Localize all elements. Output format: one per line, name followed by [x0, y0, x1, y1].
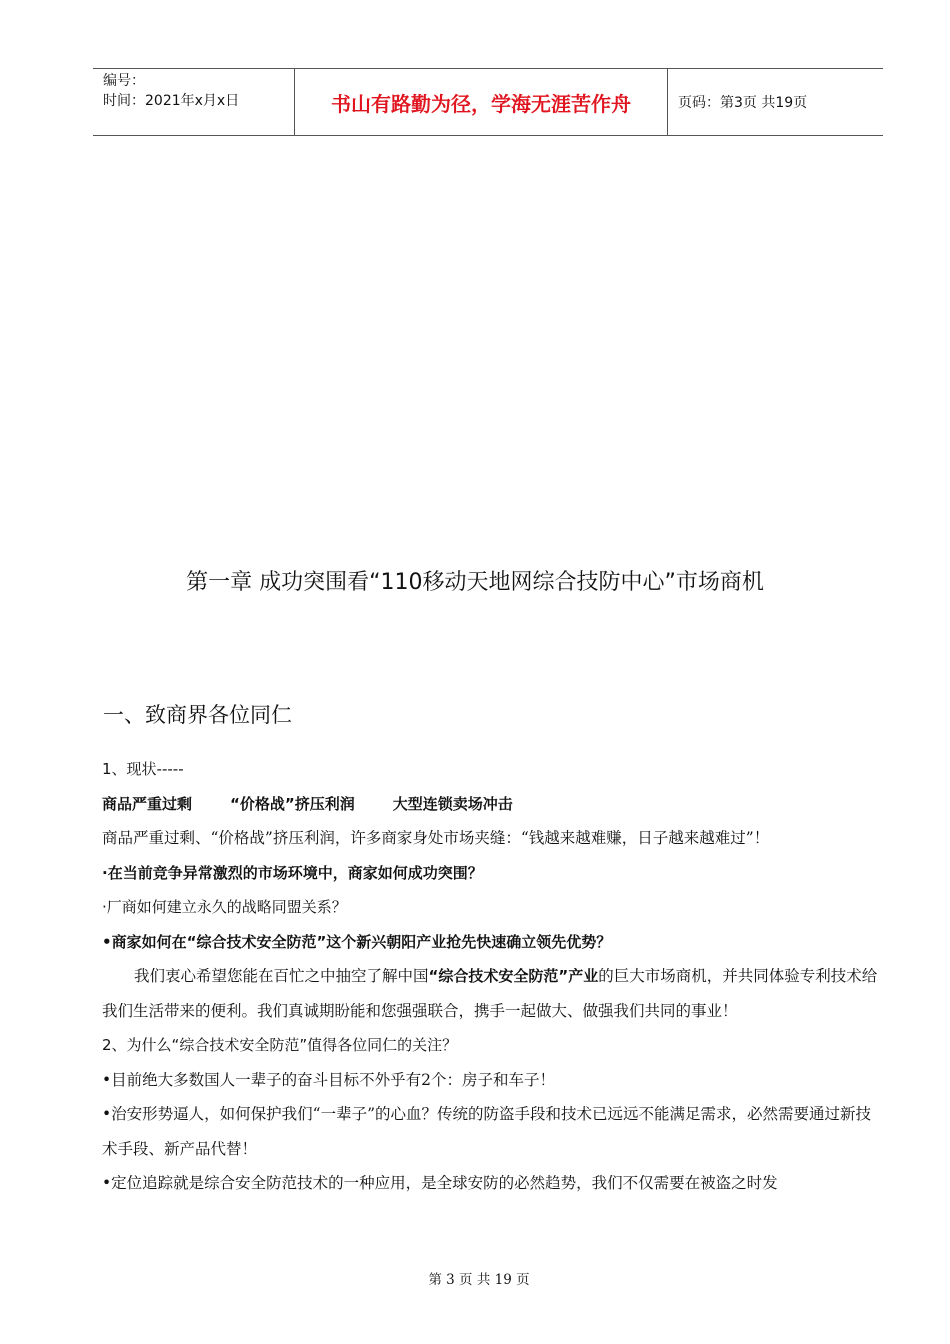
- header-motto: 书山有路勤为径，学海无涯苦作舟: [295, 69, 668, 135]
- bullet-3: •定位追踪就是综合安全防范技术的一种应用，是全球安防的必然趋势，我们不仅需要在被盗之时发: [102, 1174, 778, 1192]
- question-3: •商家如何在“综合技术安全防范”这个新兴朝阳产业抢先快速确立领先优势？: [102, 932, 612, 951]
- status-items: [102, 787, 882, 822]
- intro-paragraph: [102, 959, 882, 1028]
- intro-text-1: 我们衷心希望您能在百忙之中抽空了解中国: [134, 967, 429, 985]
- page-header: [93, 68, 883, 136]
- section-title: 一、致商界各位同仁: [103, 703, 292, 727]
- document-body: [102, 752, 882, 1201]
- status-heading: 1、现状-----: [102, 760, 184, 778]
- time-label: 时间：2021年x月x日: [103, 93, 240, 109]
- question-2: ·厂商如何建立永久的战略同盟关系？: [102, 898, 347, 916]
- intro-text-bold: “综合技术安全防范”产业: [428, 967, 599, 985]
- header-page-label: 页码：第3页 共19页: [678, 95, 808, 111]
- header-meta: [93, 69, 295, 135]
- status-item: “价格战”挤压利润: [230, 794, 355, 813]
- status-text: 商品严重过剩、“价格战”挤压利润，许多商家身处市场夹缝：“钱越来越难赚，日子越来越难过”！: [102, 829, 770, 847]
- bullet-2: •治安形势逼人，如何保护我们“一辈子”的心血？传统的防盗手段和技术已远远不能满足需求，必然需要通过新技术手段、新产品代替！: [102, 1105, 871, 1158]
- status-item: 商品严重过剩: [102, 794, 193, 813]
- serial-label: 编号：: [103, 73, 145, 89]
- why-heading: 2、为什么“综合技术安全防范”值得各位同仁的关注？: [102, 1036, 458, 1054]
- page-footer: 第 3 页 共 19 页: [428, 1272, 530, 1288]
- chapter-title: 第一章 成功突围看“110移动天地网综合技防中心”市场商机: [186, 570, 764, 595]
- bullet-1: •目前绝大多数国人一辈子的奋斗目标不外乎有2个：房子和车子！: [102, 1070, 556, 1089]
- question-1: ·在当前竞争异常激烈的市场环境中，商家如何成功突围？: [102, 863, 483, 882]
- status-item: 大型连锁卖场冲击: [392, 794, 513, 813]
- intro-text-2: 的巨大市场商机，并共同体验专利技术给我们生活带来的便利。我们真诚期盼能和您强强联合，携手一起做大、做强我们共同的事业！: [102, 967, 878, 1020]
